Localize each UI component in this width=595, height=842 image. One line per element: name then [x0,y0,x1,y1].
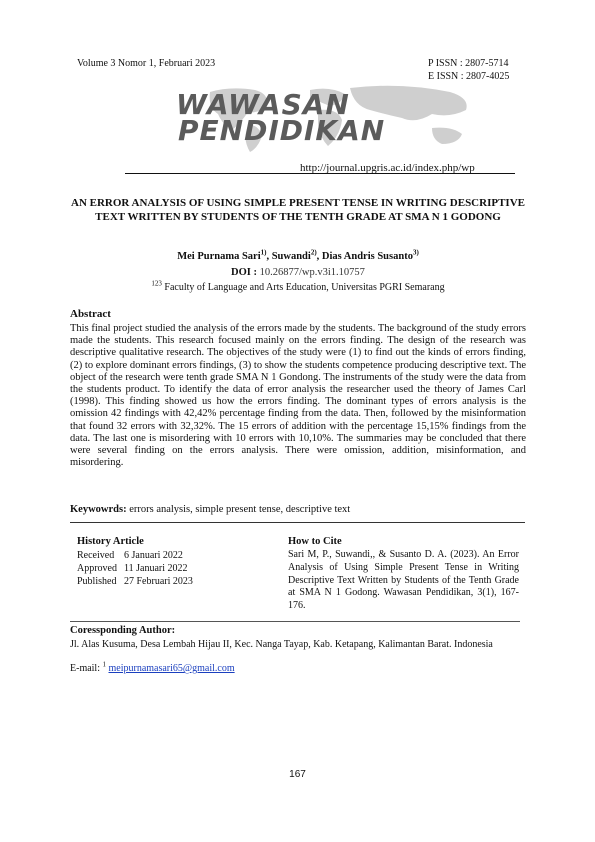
email-sup: 1 [102,660,106,669]
author-sup: 1) [260,248,267,257]
email-label: E-mail: [70,663,103,674]
footnote-rule [70,621,520,622]
author-sup: 2) [310,248,317,257]
article-title: AN ERROR ANALYSIS OF USING SIMPLE PRESENT TENSE IN WRITING DESCRIPTIVE TEXT WRITTEN BY STUDENTS OF THE TENTH GRADE AT SMA N 1 GODONG [71,197,525,223]
corresponding-email [70,660,235,676]
page-number: 167 [289,769,306,780]
history-value: 11 Januari 2022 [124,563,188,574]
history-row [77,575,193,588]
header-rule [125,173,515,174]
author-sup: 3) [412,248,419,257]
volume-info: Volume 3 Nomor 1, Februari 2023 [77,58,216,69]
journal-logo-line1: WAWASAN [176,88,350,121]
author-sep: , [316,251,322,262]
p-issn: P ISSN : 2807-5714 [428,58,509,69]
history-value: 6 Januari 2022 [124,550,183,561]
abstract-heading: Abstract [70,308,111,320]
author-name: Dias Andris Susanto [321,251,413,262]
author-name: Suwandi [271,251,311,262]
abstract-text: This final project studied the analysis of the errors made by the students. The background of the study errors made the students. This research focused mainly on the errors finding. The design of the research was descriptive qualitative research. The objectives of the study were (1) to find out the kinds of errors finding, (2) to explore dominant errors findings, (3) to show the students competence producing descriptive text. The object of the research were tenth grade SMA N 1 Gondong. The instruments of the study were the data from the students product. To identify the data of error analysis the researcher used the theory of James Carl (1998). This finding showed us how the errors finding. The dominant types of errors analysis is the omission 42 findings with 42,42% percentage finding from the data. Then, followed by the misinformation that found 32 errors with 32,32%. The 15 errors of addition with the percentage 15,15% findings from the data. The last one is misordering with 10 errors with 10,10%. The summaries may be concluded that there were several finding on the errors analysis. There were omission, addition, misinformation, and misordering. [70,323,526,469]
author-list [68,250,528,263]
author-sep: , [266,251,272,262]
section-rule [70,522,525,523]
keywords-label: Keywowrds: [70,504,127,515]
doi-line [68,266,528,279]
history-row [77,562,188,575]
keywords [70,503,526,516]
affiliation-text: Faculty of Language and Arts Education, Universitas PGRI Semarang [164,282,445,293]
cite-text: Sari M, P., Suwandi,, & Susanto D. A. (2023). An Error Analysis of Using Simple Present Tense in Writing Descriptive Text Written by Students of the Tenth Grade at SMA N 1 Godong. Wawasan Pendidikan, 3(1), 167-176. [288,549,519,612]
email-link[interactable]: meipurnamasari65@gmail.com [108,663,235,674]
e-issn: E ISSN : 2807-4025 [428,71,510,82]
journal-url[interactable]: http://journal.upgris.ac.id/index.php/wp [300,162,475,174]
history-label: Published [77,576,117,587]
keywords-text: errors analysis, simple present tense, descriptive text [126,504,351,515]
doi-link[interactable]: 10.26877/wp.v3i1.10757 [259,267,365,278]
corresponding-heading: Coressponding Author: [70,625,176,636]
author-name: Mei Purnama Sari [177,251,261,262]
history-heading: History Article [77,536,144,547]
history-label: Approved [77,563,117,574]
doi-label: DOI : [231,267,258,278]
history-label: Received [77,550,115,561]
issn-block [428,57,509,83]
history-row [77,549,183,562]
journal-logo-line2: PENDIDIKAN [178,114,386,147]
affiliation [68,281,528,294]
cite-heading: How to Cite [288,536,342,547]
corresponding-address: Jl. Alas Kusuma, Desa Lembah Hijau II, Kec. Nanga Tayap, Kab. Ketapang, Kalimantan Barat. Indonesia [70,639,493,650]
history-value: 27 Februari 2023 [124,576,193,587]
affiliation-sup: 123 [151,279,162,288]
